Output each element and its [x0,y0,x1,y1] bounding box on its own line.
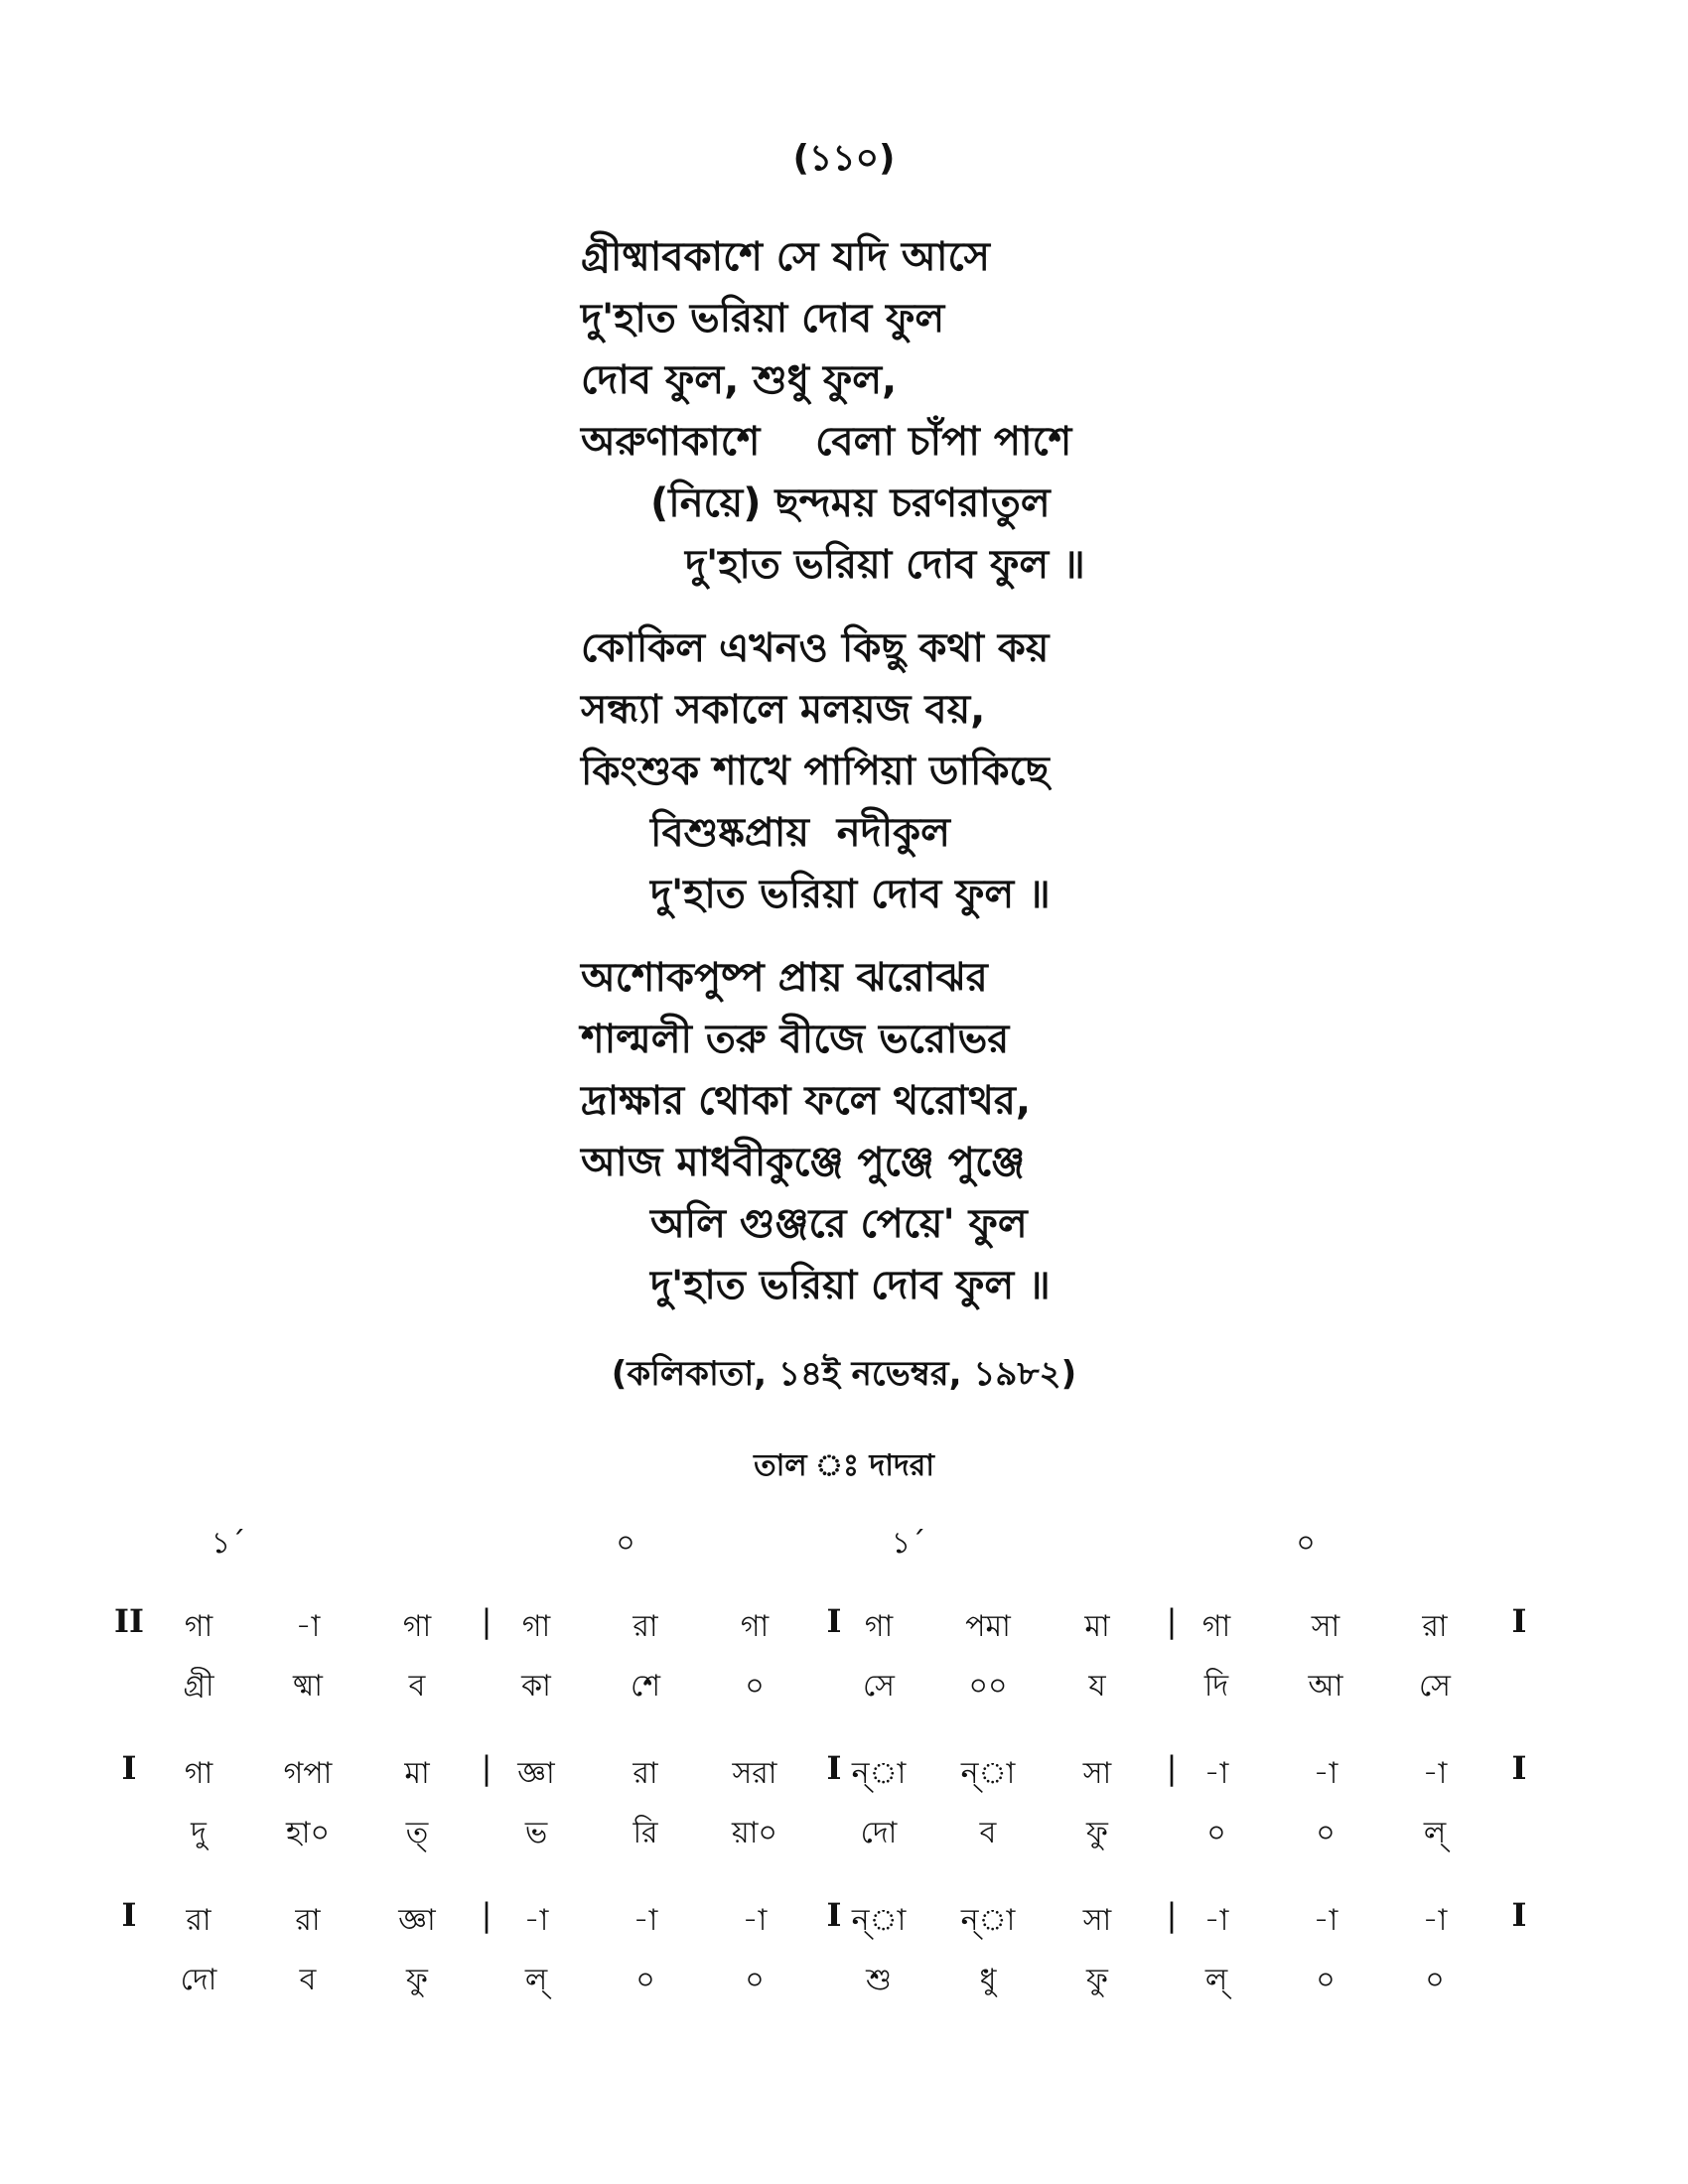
poem-line: বিশুষ্কপ্রায় নদীকুল [650,810,950,856]
stanza [581,617,1276,925]
note: গা [184,1609,213,1644]
section-bar: II [114,1602,144,1640]
note: গা [864,1609,894,1644]
beat-divider: | [1166,1749,1178,1787]
lyric-syllable: ল্‌ [1423,1816,1447,1850]
tala-heading: তাল ঃ দাদরা [754,1448,934,1483]
lyric-syllable: ০ [635,1963,655,1997]
note: ন্‌া [851,1903,907,1938]
note: রা [633,1609,658,1644]
note: মা [1084,1609,1110,1644]
beat-mark: ১´ [211,1526,246,1561]
lyric-syllable: ০ [1316,1963,1336,1997]
lyric-syllable: কা [521,1669,551,1704]
lyric-syllable: ব [979,1816,997,1850]
lyric-syllable: য়া০ [732,1816,777,1850]
lyric-syllable: ০ [745,1963,765,1997]
note: রা [633,1756,658,1791]
beat-marks-row [129,1519,1559,1578]
poem-line: দু'হাত ভরিয়া দোব ফুল ॥ [685,542,1085,588]
poem-line: দোব ফুল, শুধু ফুল, [581,357,898,403]
lyric-syllable: রি [633,1816,658,1850]
dateline: (কলিকাতা, ১৪ই নভেম্বর, ১৯৮২) [611,1354,1077,1394]
note: -া [1203,1903,1229,1938]
section-bar: I [121,1749,137,1787]
note: -া [523,1903,549,1938]
poem [581,226,1276,1338]
note: রা [295,1903,321,1938]
section-bar: I [1511,1749,1527,1787]
note: গা [1201,1609,1231,1644]
note: সা [1082,1756,1112,1791]
poem-line: গ্রীষ্মাবকাশে সে যদি আসে [581,234,990,280]
lyrics-row [129,1662,1559,1721]
lyric-syllable: ফু [1086,1816,1108,1850]
lyric-syllable: ল্‌ [524,1963,548,1997]
lyric-syllable: দি [1203,1669,1229,1704]
lyric-syllable: ত্‌ [405,1816,429,1850]
lyric-syllable: ০০ [968,1669,1008,1704]
poem-line: দ্রাক্ষার থোকা ফলে থরোথর, [581,1078,1032,1124]
beat-mark: ১´ [891,1526,926,1561]
lyric-syllable: হা০ [286,1816,330,1850]
section-bar: I [1511,1896,1527,1934]
note: ন্‌া [960,1756,1016,1791]
note: -া [295,1609,321,1644]
notes-row [121,1896,1559,1956]
note: পমা [965,1609,1011,1644]
note: রা [1422,1609,1448,1644]
poem-line: দু'হাত ভরিয়া দোব ফুল ॥ [650,1263,1051,1308]
note: মা [404,1756,430,1791]
beat-divider: | [1166,1602,1178,1640]
poem-line: অরুণাকাশে বেলা চাঁপা পাশে [581,419,1072,465]
poem-line: আজ মাধবীকুঞ্জে পুঞ্জে পুঞ্জে [581,1140,1026,1185]
note: গা [184,1756,213,1791]
lyric-syllable: ০ [1425,1963,1445,1997]
notes-row [121,1749,1559,1809]
poem-line: অশোকপুষ্প প্রায় ঝরোঝর [581,955,988,1001]
section-bar: I [826,1602,842,1640]
lyric-syllable: ধু [979,1963,997,1997]
lyric-syllable: ষ্মা [293,1669,323,1704]
poem-line: কোকিল এখনও কিছু কথা কয় [581,625,1050,671]
lyric-syllable: ব [299,1963,317,1997]
note: -া [1422,1903,1448,1938]
poem-line: কিংশুক শাখে পাপিয়া ডাকিছে [581,749,1050,794]
note: ন্‌া [851,1756,907,1791]
note: গা [521,1609,551,1644]
note: -া [1313,1903,1338,1938]
beat-divider: | [481,1749,492,1787]
note: -া [1313,1756,1338,1791]
lyric-syllable: ল্‌ [1204,1963,1228,1997]
section-bar: I [826,1749,842,1787]
lyric-syllable: আ [1308,1669,1343,1704]
lyric-syllable: সে [1419,1669,1451,1704]
poem-line: (নিয়ে) ছন্দময় চরণরাতুল [650,480,1051,526]
lyric-syllable: ব [408,1669,426,1704]
note: সা [1311,1609,1340,1644]
beat-divider: | [481,1896,492,1934]
note: -া [633,1903,658,1938]
lyrics-row [129,1956,1559,2015]
poem-line: শাল্মলী তরু বীজে ভরোভর [581,1017,1010,1062]
lyric-syllable: য [1088,1669,1106,1704]
note: গপা [283,1756,333,1791]
section-bar: I [1511,1602,1527,1640]
lyric-syllable: ০ [1206,1816,1226,1850]
note: ন্‌া [960,1903,1016,1938]
note: রা [186,1903,211,1938]
note: গা [402,1609,432,1644]
lyric-syllable: শে [631,1669,660,1704]
lyric-syllable: ফু [406,1963,428,1997]
note: গা [740,1609,770,1644]
lyric-syllable: সে [863,1669,895,1704]
lyric-syllable: দু [191,1816,207,1850]
note: -া [742,1903,768,1938]
beat-mark: ০ [1296,1526,1316,1561]
note: -া [1422,1756,1448,1791]
stanza [581,226,1276,596]
section-bar: I [826,1896,842,1934]
poem-line: দু'হাত ভরিয়া দোব ফুল ॥ [650,872,1051,917]
lyric-syllable: দো [180,1963,217,1997]
lyric-syllable: ০ [1316,1816,1336,1850]
poem-line: সন্ধ্যা সকালে মলয়জ বয়, [581,687,986,733]
beat-divider: | [481,1602,492,1640]
beat-mark: ০ [616,1526,635,1561]
poem-line: দু'হাত ভরিয়া দোব ফুল [581,296,945,341]
notes-row [114,1602,1559,1662]
lyric-syllable: ভ [524,1816,548,1850]
poem-line: অলি গুঞ্জরে পেয়ে' ফুল [650,1201,1028,1247]
lyric-syllable: ০ [745,1669,765,1704]
lyric-syllable: ফু [1086,1963,1108,1997]
page-number: (১১০) [792,138,896,179]
note: -া [1203,1756,1229,1791]
note: সরা [732,1756,777,1791]
section-bar: I [121,1896,137,1934]
note: জ্ঞা [398,1903,436,1938]
lyrics-row [129,1809,1559,1868]
beat-divider: | [1166,1896,1178,1934]
note: জ্ঞা [517,1756,555,1791]
lyric-syllable: গ্রী [183,1669,214,1704]
lyric-syllable: শু [866,1963,892,1997]
lyric-syllable: দো [860,1816,898,1850]
stanza [581,947,1276,1316]
notation-table [114,1519,1559,2043]
note: সা [1082,1903,1112,1938]
